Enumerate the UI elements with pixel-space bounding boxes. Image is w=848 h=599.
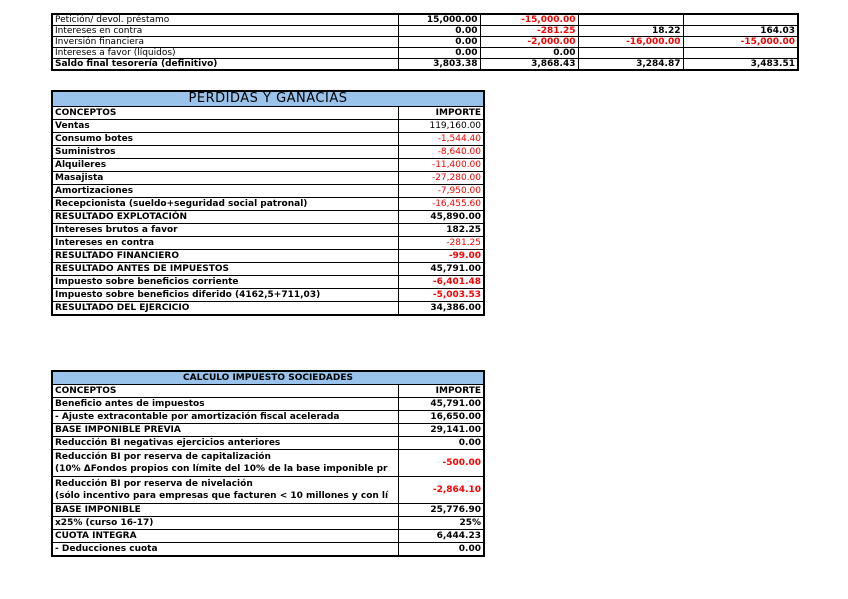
row-value: 0.00 [398, 437, 484, 450]
row-value: -281.25 [398, 237, 484, 250]
column-header-concepts: CONCEPTOS [52, 385, 398, 398]
cell: 0.00 [480, 48, 578, 59]
column-header-amount: IMPORTE [398, 107, 484, 120]
row-label: BASE IMPONIBLE [52, 504, 398, 517]
cell: 3,803.38 [398, 59, 480, 71]
income-statement-table [51, 90, 485, 316]
row-label: x25% (curso 16-17) [52, 517, 398, 530]
cell: 164.03 [683, 26, 798, 37]
row-label: Amortizaciones [52, 185, 398, 198]
table-row [52, 398, 484, 411]
table-row [52, 133, 484, 146]
row-sublabel: (sólo incentivo para empresas que facturen < 10 millones y con lí [55, 491, 389, 501]
row-label: Intereses en contra [52, 26, 398, 37]
table-row [52, 237, 484, 250]
row-label: Consumo botes [52, 133, 398, 146]
row-value: -6,401.48 [398, 276, 484, 289]
row-value: 34,386.00 [398, 302, 484, 316]
table-row [52, 172, 484, 185]
row-value: -1,544.40 [398, 133, 484, 146]
row-label: Recepcionista (sueldo+seguridad social patronal) [52, 198, 398, 211]
row-label: Masajista [52, 172, 398, 185]
cell: 3,483.51 [683, 59, 798, 71]
row-value: -500.00 [398, 450, 484, 477]
table-row [52, 530, 484, 543]
row-value: -2,864.10 [398, 477, 484, 504]
row-label: Reducción BI negativas ejercicios anteriores [52, 437, 398, 450]
cell: 3,868.43 [480, 59, 578, 71]
row-label: - Deducciones cuota [52, 543, 398, 557]
cell: -15,000.00 [683, 37, 798, 48]
table-title: CALCULO IMPUESTO SOCIEDADES [52, 371, 484, 385]
table-row [52, 48, 798, 59]
table-row [52, 437, 484, 450]
cell [683, 48, 798, 59]
table-row [52, 263, 484, 276]
row-label: Impuesto sobre beneficios corriente [52, 276, 398, 289]
row-value: 25% [398, 517, 484, 530]
table-row [52, 14, 798, 26]
table-row [52, 450, 484, 477]
row-value: -99.00 [398, 250, 484, 263]
table-row [52, 517, 484, 530]
table-row [52, 26, 798, 37]
row-value: 45,791.00 [398, 263, 484, 276]
table-row [52, 37, 798, 48]
header-row [52, 107, 484, 120]
row-value: -5,003.53 [398, 289, 484, 302]
row-label: Alquileres [52, 159, 398, 172]
row-label: Suministros [52, 146, 398, 159]
table-row [52, 146, 484, 159]
row-label-two-line [52, 450, 398, 477]
row-value: 45,890.00 [398, 211, 484, 224]
row-label: Intereses a favor (líquidos) [52, 48, 398, 59]
table-row [52, 411, 484, 424]
row-value: 182.25 [398, 224, 484, 237]
cell: -16,000.00 [578, 37, 683, 48]
table-row [52, 211, 484, 224]
cell: 0.00 [398, 48, 480, 59]
table-row [52, 276, 484, 289]
table-row [52, 302, 484, 316]
row-label: Impuesto sobre beneficios diferido (4162,5+711,03) [52, 289, 398, 302]
row-label: RESULTADO ANTES DE IMPUESTOS [52, 263, 398, 276]
table-row [52, 59, 798, 71]
column-header-amount: IMPORTE [398, 385, 484, 398]
row-label: Reducción BI por reserva de nivelación [55, 479, 253, 489]
table-row [52, 159, 484, 172]
row-value: 25,776.90 [398, 504, 484, 517]
cell: 0.00 [398, 37, 480, 48]
cell: 15,000.00 [398, 14, 480, 26]
row-label: RESULTADO FINANCIERO [52, 250, 398, 263]
row-label: CUOTA INTEGRA [52, 530, 398, 543]
cell [683, 14, 798, 26]
row-value: 45,791.00 [398, 398, 484, 411]
row-value: -11,400.00 [398, 159, 484, 172]
table-row [52, 543, 484, 557]
row-label: Ventas [52, 120, 398, 133]
row-label: BASE IMPONIBLE PREVIA [52, 424, 398, 437]
table-row [52, 289, 484, 302]
row-value: 119,160.00 [398, 120, 484, 133]
row-label: Intereses brutos a favor [52, 224, 398, 237]
cell [578, 48, 683, 59]
cell: 18.22 [578, 26, 683, 37]
row-value: 16,650.00 [398, 411, 484, 424]
row-label: RESULTADO DEL EJERCICIO [52, 302, 398, 316]
cell [578, 14, 683, 26]
cell: -2,000.00 [480, 37, 578, 48]
row-label-two-line [52, 477, 398, 504]
row-value: 6,444.23 [398, 530, 484, 543]
table-row [52, 224, 484, 237]
table-row [52, 477, 484, 504]
row-label: Beneficio antes de impuestos [52, 398, 398, 411]
cell: 3,284.87 [578, 59, 683, 71]
row-value: -7,950.00 [398, 185, 484, 198]
row-label: - Ajuste extracontable por amortización fiscal acelerada [52, 411, 398, 424]
table-row [52, 504, 484, 517]
row-label: Petición/ devol. préstamo [52, 14, 398, 26]
row-label: Saldo final tesorería (definitivo) [52, 59, 398, 71]
row-value: -16,455.60 [398, 198, 484, 211]
row-value: 0.00 [398, 543, 484, 557]
row-label: RESULTADO EXPLOTACIÓN [52, 211, 398, 224]
header-row [52, 385, 484, 398]
table-row [52, 198, 484, 211]
row-value: 29,141.00 [398, 424, 484, 437]
row-sublabel: (10% ΔFondos propios con límite del 10% de la base imponible pr [55, 464, 388, 474]
column-header-concepts: CONCEPTOS [52, 107, 398, 120]
row-value: -27,280.00 [398, 172, 484, 185]
row-value: -8,640.00 [398, 146, 484, 159]
cell: 0.00 [398, 26, 480, 37]
row-label: Inversión financiera [52, 37, 398, 48]
table-row [52, 250, 484, 263]
cash-flow-table [51, 13, 799, 71]
table-row [52, 185, 484, 198]
row-label: Intereses en contra [52, 237, 398, 250]
cell: -15,000.00 [480, 14, 578, 26]
table-title: PERDIDAS Y GANACIAS [52, 91, 484, 107]
corporate-tax-table [51, 370, 485, 557]
cell: -281.25 [480, 26, 578, 37]
table-row [52, 120, 484, 133]
row-label: Reducción BI por reserva de capitalización [55, 452, 271, 462]
table-row [52, 424, 484, 437]
